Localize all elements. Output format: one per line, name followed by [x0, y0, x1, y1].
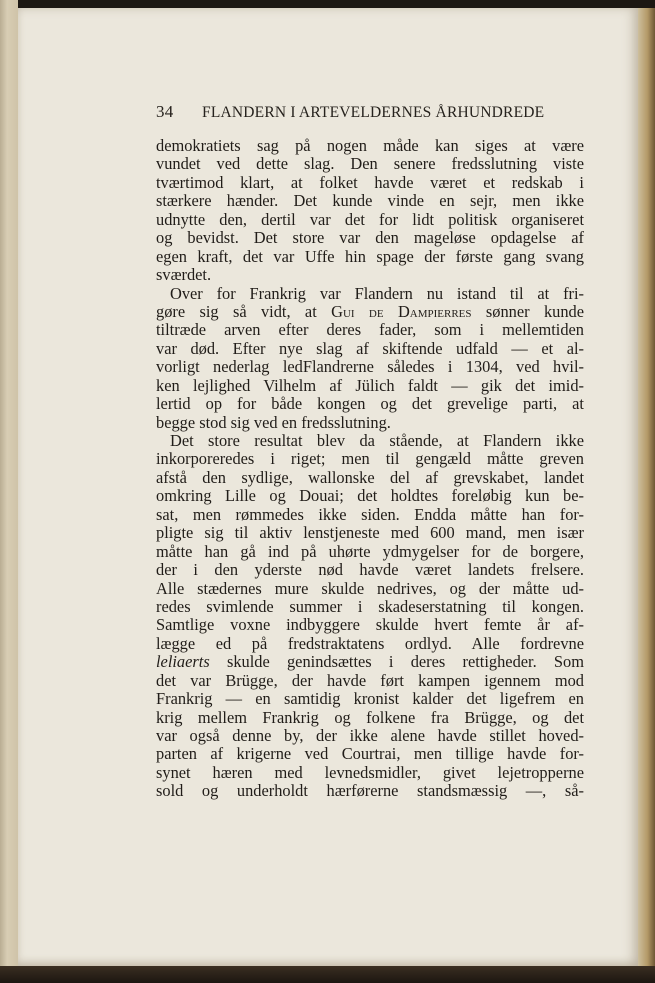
book-top-edge — [0, 0, 655, 8]
line-text: redes svimlende summer i skadeserstatning til kongen. — [156, 596, 584, 616]
text-line — [156, 155, 584, 173]
book-spine-edge — [0, 0, 18, 983]
text-line — [156, 635, 584, 653]
line-text: sold og underholdt hærførerne standsmæssig —, så- — [156, 781, 584, 801]
line-text: parten af krigerne ved Courtrai, men tillige havde for- — [156, 744, 584, 764]
text-line — [156, 414, 584, 432]
text-line — [156, 358, 584, 376]
line-text: ken lejlighed Vilhelm af Jülich faldt — gik det imid- — [156, 375, 584, 395]
text-line — [156, 450, 584, 468]
text-line — [156, 211, 584, 229]
text-line — [156, 266, 584, 284]
book-bottom-edge — [0, 966, 655, 983]
page-number: 34 — [156, 102, 174, 121]
line-text: begge stod sig ved en fredsslutning. — [156, 412, 391, 432]
line-text: lertid op for både kongen og det grevelige parti, at — [156, 394, 584, 414]
text-line — [156, 487, 584, 505]
text-line — [156, 432, 584, 450]
line-text: demokratiets sag på nogen måde kan siges at være — [156, 136, 584, 155]
line-text: inkorporeredes i riget; men til gengæld måtte greven — [156, 449, 584, 469]
running-title: FLANDERN I ARTEVELDERNES ÅRHUNDREDE — [202, 104, 545, 121]
text-line — [156, 137, 584, 155]
line-text: Det store resultat blev da stående, at Flandern ikke — [170, 431, 584, 450]
page-stack-edge — [638, 8, 655, 966]
line-text: sværdet. — [156, 265, 212, 285]
line-text: tiltræde arven efter deres fader, som i mellemtiden — [156, 320, 584, 340]
text-line — [156, 469, 584, 487]
line-text: Frankrig — en samtidig kronist kalder det ligefrem en — [156, 689, 584, 709]
text-line — [156, 174, 584, 192]
body-text — [156, 137, 584, 801]
text-line — [156, 229, 584, 247]
italic-term: leliaerts — [156, 652, 210, 672]
line-text: Over for Frankrig var Flandern nu istand til at fri- — [170, 283, 584, 303]
text-line — [156, 192, 584, 210]
text-line — [156, 727, 584, 745]
text-line — [156, 764, 584, 782]
line-text: var også denne by, der ikke alene havde stillet hoved- — [156, 726, 584, 745]
line-text: krig mellem Frankrig og folkene fra Brügge, og det — [156, 707, 584, 727]
text-line — [156, 543, 584, 561]
text-line — [156, 524, 584, 542]
text-line — [156, 745, 584, 763]
text-line — [156, 321, 584, 339]
line-text: sat, men rømmedes ikke siden. Endda måtte han for- — [156, 504, 584, 524]
line-text: gøre sig så vidt, at — [156, 301, 332, 321]
running-header — [156, 102, 586, 122]
text-line — [156, 340, 584, 358]
text-line — [156, 561, 584, 579]
line-text: synet hæren med levnedsmidler, givet lejetropperne — [156, 762, 584, 782]
text-line — [156, 782, 584, 800]
text-line — [156, 598, 584, 616]
text-line — [156, 285, 584, 303]
line-text: der i den yderste nød havde været landets frelsere. — [156, 560, 584, 580]
line-text: det var Brügge, der havde ført kampen igennem mod — [156, 670, 584, 690]
text-line — [156, 395, 584, 413]
line-text: afstå den sydlige, wallonske del af grevskabet, landet — [156, 467, 584, 487]
line-text: sønner kunde — [471, 301, 585, 321]
text-line — [156, 616, 584, 634]
line-text: og bevidst. Det store var den mageløse opdagelse af — [156, 228, 584, 248]
name-small-caps: Gui de Dampierres — [331, 301, 472, 321]
line-text: vorligt nederlag ledFlandrerne således i 1304, ved hvil- — [156, 357, 584, 377]
line-text: Alle stædernes mure skulde nedrives, og der måtte ud- — [156, 578, 584, 598]
line-text: vundet ved dette slag. Den senere fredsslutning viste — [156, 154, 584, 174]
line-text: tværtimod klart, at folket havde været et redskab i — [156, 172, 584, 192]
text-line — [156, 690, 584, 708]
line-text: Samtlige voxne indbyggere skulde hvert femte år af- — [156, 615, 584, 635]
text-line — [156, 709, 584, 727]
text-line — [156, 248, 584, 266]
text-line — [156, 506, 584, 524]
line-text: skulde genindsættes i deres rettigheder. Som — [209, 652, 584, 672]
text-line — [156, 303, 584, 321]
line-text: udnytte den, dertil var det for lidt politisk organiseret — [156, 209, 584, 229]
line-text: omkring Lille og Douai; det holdtes foreløbig kun be- — [156, 486, 584, 506]
line-text: lægge ed på fredstraktatens ordlyd. Alle fordrevne — [156, 633, 584, 653]
text-line — [156, 580, 584, 598]
text-line — [156, 377, 584, 395]
text-line — [156, 653, 584, 671]
line-text: stærkere hænder. Det kunde vinde en sejr, men ikke — [156, 191, 584, 211]
line-text: pligte sig til aktiv lenstjeneste med 600 mand, men især — [156, 523, 584, 543]
line-text: var død. Efter nye slag af skiftende udfald — et al- — [156, 338, 584, 358]
text-line — [156, 672, 584, 690]
line-text: egen kraft, det var Uffe hin spage der første gang svang — [156, 246, 584, 266]
line-text: måtte han gå ind på uhørte ydmygelser for de borgere, — [156, 541, 584, 561]
